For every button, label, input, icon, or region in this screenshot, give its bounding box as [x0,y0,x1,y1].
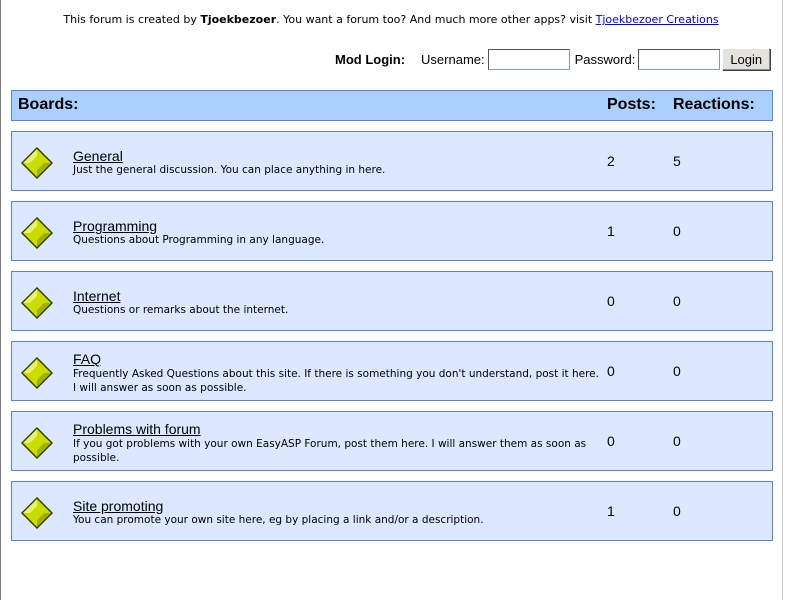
scrollbar-area[interactable] [783,0,800,600]
reactions-column-label: Reactions: [673,96,755,113]
board-description: Questions about Programming in any language. [73,234,325,246]
notice-middle: . You want a forum too? And much more other apps? visit [276,13,596,26]
board-reactions-count: 0 [673,293,681,309]
check-icon [20,286,54,320]
board-reactions-count: 5 [673,153,681,169]
board-row [11,271,773,331]
board-title-link[interactable]: General [73,148,123,164]
username-input[interactable] [488,49,570,70]
notice-prefix: This forum is created by [63,13,201,26]
board-reactions-count: 0 [673,433,681,449]
boards-header [11,90,773,121]
board-title-link[interactable]: Site promoting [73,498,164,514]
board-posts-count: 0 [607,433,615,449]
check-icon [20,426,54,460]
board-title-link[interactable]: Programming [73,218,158,234]
posts-column-label: Posts: [607,96,656,113]
board-posts-count: 0 [607,293,615,309]
board-posts-count: 1 [607,503,615,519]
board-title-link[interactable]: Internet [73,288,121,304]
password-label: Password: [574,51,636,67]
board-reactions-count: 0 [673,503,681,519]
creations-link[interactable]: Tjoekbezoer Creations [595,13,719,26]
board-reactions-count: 0 [673,223,681,239]
check-icon [20,356,54,390]
mod-login-label: Mod Login: [335,51,406,67]
board-description: Just the general discussion. You can place anything in here. [73,164,386,176]
check-icon [20,216,54,250]
check-icon [20,496,54,530]
board-reactions-count: 0 [673,363,681,379]
boards-column-label: Boards: [18,96,79,113]
board-row [11,411,773,471]
board-description: Questions or remarks about the internet. [73,304,289,316]
check-icon [20,146,54,180]
board-row [11,201,773,261]
notice-author: Tjoekbezoer [200,13,277,26]
creator-notice [0,13,782,26]
password-input[interactable] [638,49,720,70]
board-description: You can promote your own site here, eg by placing a link and/or a description. [73,514,484,526]
username-label: Username: [421,51,485,67]
board-row [11,131,773,191]
board-posts-count: 2 [607,153,615,169]
board-title-link[interactable]: FAQ [73,351,102,367]
board-posts-count: 1 [607,223,615,239]
board-title-link[interactable]: Problems with forum [73,421,201,437]
board-posts-count: 0 [607,363,615,379]
board-row [11,481,773,541]
mod-login-form [335,47,770,71]
board-description: Frequently Asked Questions about this site. If there is something you don't understand, post it here. I will answer as soon as possible. [73,368,599,394]
login-button[interactable]: Login [722,48,770,70]
board-description: If you got problems with your own EasyASP Forum, post them here. I will answer them as soon as possible. [73,438,587,464]
window-left-border [0,0,1,600]
board-row [11,341,773,401]
